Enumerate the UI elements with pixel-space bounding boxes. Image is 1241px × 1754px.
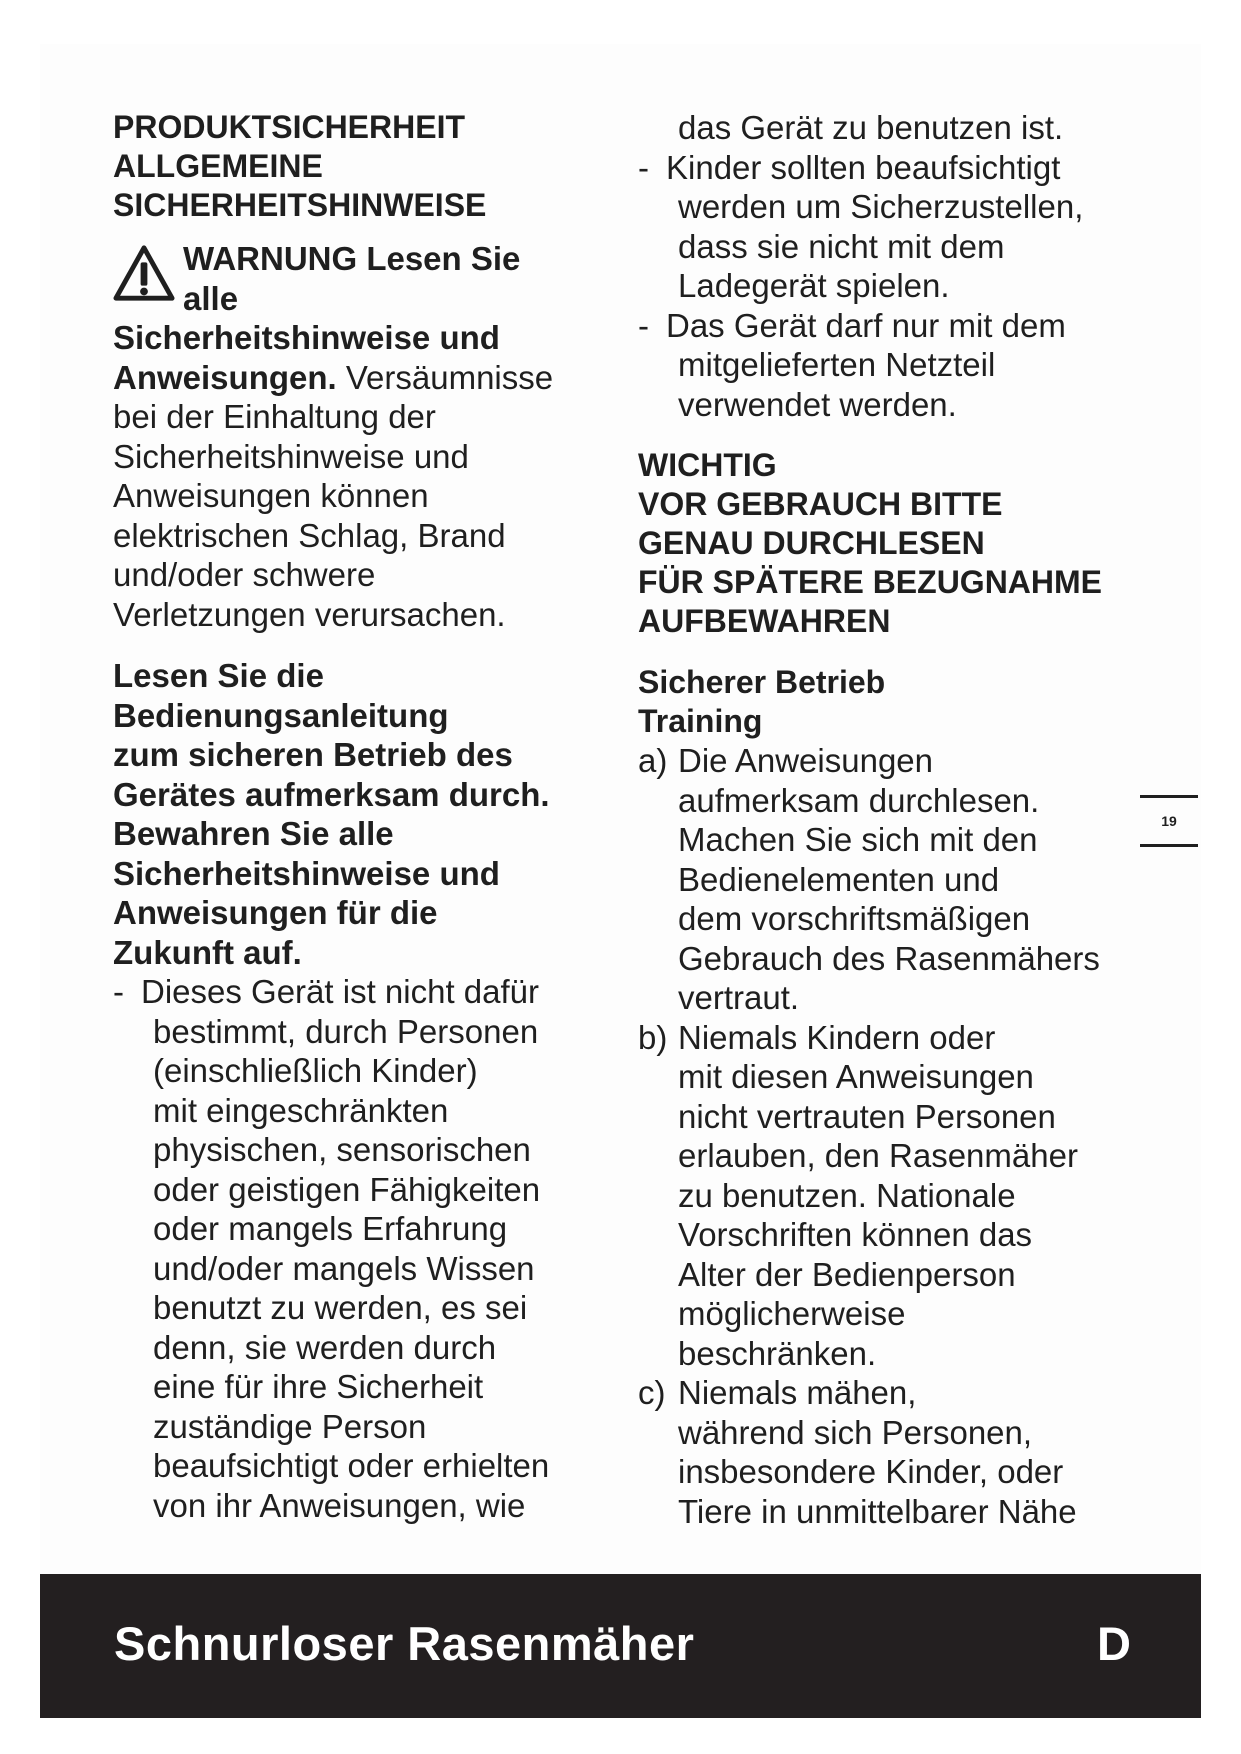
footer-title: Schnurloser Rasenmäher xyxy=(114,1617,695,1670)
list-item: a) Die Anweisungen aufmerksam durchlesen. Machen Sie sich mit den Bedienelementen und dem vorschriftsmäßigen Gebrauch des Rasenmähers vertraut. xyxy=(638,742,1100,1016)
read-manual-paragraph: Lesen Sie die Bedienungsanleitung zum sicheren Betrieb des Gerätes aufmerksam durch. Bewahren Sie alle Sicherheitshinweise und Anweisungen für die Zukunft auf. xyxy=(113,657,550,971)
item-marker-c: c) xyxy=(638,1374,666,1411)
dash-marker: - xyxy=(638,148,649,186)
warning-title: WARNUNG Lesen Sie xyxy=(183,240,521,277)
dash-marker: - xyxy=(113,973,124,1010)
footer-bar xyxy=(40,1574,1201,1718)
continued-line: das Gerät zu benutzen ist. xyxy=(678,109,1064,146)
warning-triangle-icon xyxy=(113,243,175,305)
left-column xyxy=(113,108,613,1525)
item-marker-a: a) xyxy=(638,742,668,779)
list-item: - Kinder sollten beaufsichtigt werden um Sicherzustellen, dass sie nicht mit dem Ladegerät spielen. xyxy=(638,148,1084,304)
language-code: D xyxy=(1097,1617,1131,1670)
page-number: 19 xyxy=(1140,795,1198,847)
important-heading: WICHTIG VOR GEBRAUCH BITTE GENAU DURCHLESEN FÜR SPÄTERE BEZUGNAHME AUFBEWAHREN xyxy=(638,447,1103,639)
list-item: b) Niemals Kindern oder mit diesen Anweisungen nicht vertrauten Personen erlauben, den Rasenmäher zu benutzen. Nationale Vorschriften können das Alter der Bedienperson möglicherweise beschränken. xyxy=(638,1018,1078,1372)
item-marker-b: b) xyxy=(638,1018,668,1056)
safe-operation-heading: Sicherer Betrieb Training xyxy=(638,664,886,739)
right-column xyxy=(638,108,1118,1531)
list-item: - Dieses Gerät ist nicht dafür bestimmt, durch Personen (einschließlich Kinder) mit eingeschränkten physischen, sensorischen oder geistigen Fähigkeiten oder mangels Erfahrung und/oder mangels Wissen benutzt zu werden, es sei denn, sie werden durch eine für ihre Sicherheit zuständige Person beaufsichtigt oder erhielten von ihr Anweisungen, wie xyxy=(113,973,550,1524)
list-item: c) Niemals mähen, während sich Personen, insbesondere Kinder, oder Tiere in unmittelbarer Nähe xyxy=(638,1374,1077,1530)
product-safety-heading: PRODUKTSICHERHEIT ALLGEMEINE SICHERHEITSHINWEISE xyxy=(113,109,487,223)
list-item: - Das Gerät darf nur mit dem mitgelieferten Netzteil verwendet werden. xyxy=(638,306,1066,423)
dash-marker: - xyxy=(638,306,649,344)
warning-paragraph: WARNUNG Lesen Sie alle Sicherheitshinweise und Anweisungen. Versäumnisse bei der Einhaltung der Sicherheitshinweise und Anweisungen können elektrischen Schlag, Brand und/oder schwere Verletzungen verursachen. xyxy=(113,240,554,633)
